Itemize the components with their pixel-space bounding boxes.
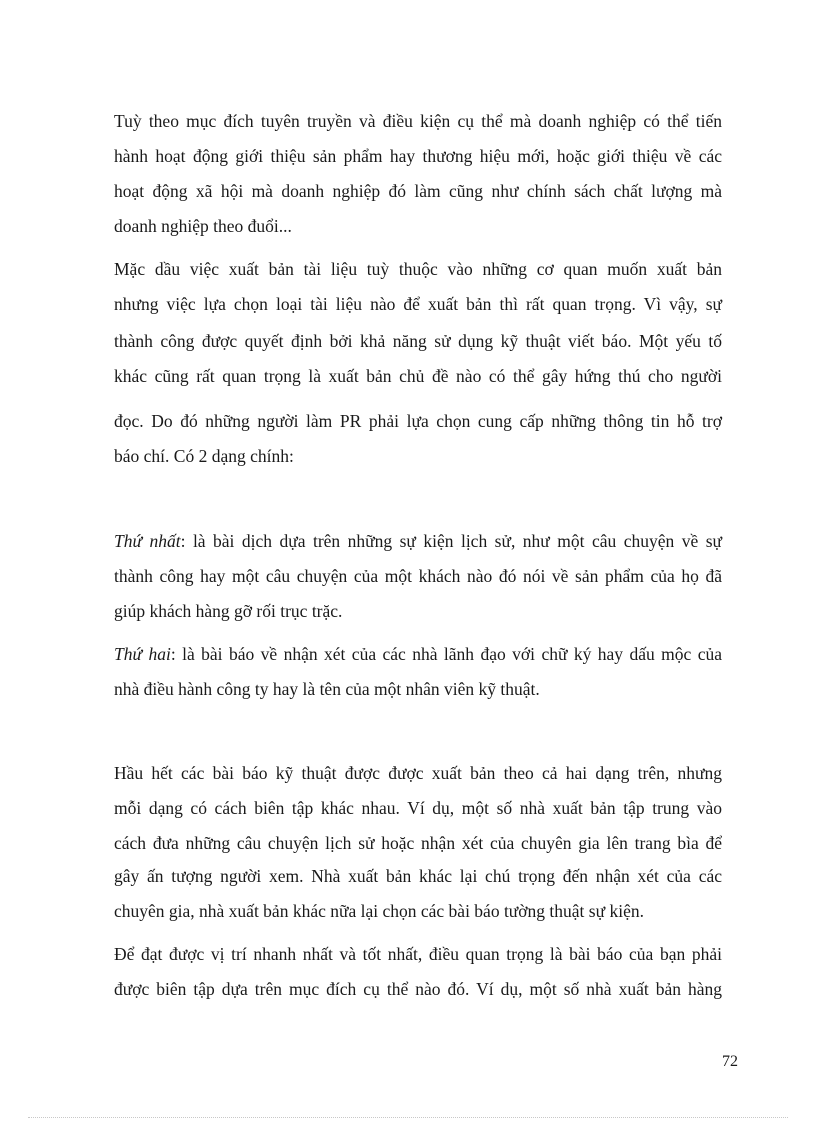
text-line: Để đạt được vị trí nhanh nhất và tốt nhất, điều quan trọng là bài báo của bạn phải — [114, 944, 722, 964]
text-line: hành hoạt động giới thiệu sản phẩm hay thương hiệu mới, hoặc giới thiệu về các — [114, 146, 722, 166]
text-line: mỗi dạng có cách biên tập khác nhau. Ví dụ, một số nhà xuất bản tập trung vào — [114, 798, 722, 818]
item-label: Thứ hai — [114, 644, 171, 664]
item-label: Thứ nhất — [114, 531, 181, 551]
text-line: gây ấn tượng người xem. Nhà xuất bản khác lại chú trọng đến nhận xét của các — [114, 866, 722, 886]
page-number: 72 — [722, 1053, 738, 1070]
text-line: hoạt động xã hội mà doanh nghiệp đó làm cũng như chính sách chất lượng mà — [114, 181, 722, 201]
text-line: doanh nghiệp theo đuổi... — [114, 216, 292, 236]
text-line: Mặc dầu việc xuất bản tài liệu tuỳ thuộc vào những cơ quan muốn xuất bản — [114, 259, 722, 279]
text-line: Tuỳ theo mục đích tuyên truyền và điều kiện cụ thể mà doanh nghiệp có thể tiến — [114, 111, 722, 131]
text-line — [114, 643, 722, 665]
text-line: được biên tập dựa trên mục đích cụ thể nào đó. Ví dụ, một số nhà xuất bản hàng — [114, 979, 722, 999]
text-line: Hầu hết các bài báo kỹ thuật được được xuất bản theo cả hai dạng trên, nhưng — [114, 763, 722, 783]
text-line: chuyên gia, nhà xuất bản khác nữa lại chọn các bài báo tường thuật sự kiện. — [114, 901, 644, 921]
text-line — [114, 530, 722, 552]
text-line: thành công hay một câu chuyện của một khách nào đó nói về sản phẩm của họ đã — [114, 566, 722, 586]
text-line: giúp khách hàng gỡ rối trục trặc. — [114, 601, 343, 621]
text-line: cách đưa những câu chuyện lịch sử hoặc nhận xét của chuyên gia lên trang bìa để — [114, 833, 722, 853]
text-line: nhà điều hành công ty hay là tên của một nhân viên kỹ thuật. — [114, 679, 540, 699]
item-text: : là bài dịch dựa trên những sự kiện lịch sử, như một câu chuyện về sự — [180, 531, 722, 551]
footer-divider — [28, 1117, 788, 1118]
text-line: thành công được quyết định bởi khả năng sử dụng kỹ thuật viết báo. Một yếu tố — [114, 331, 722, 351]
text-line: khác cũng rất quan trọng là xuất bản chủ đề nào có thể gây hứng thú cho người — [114, 366, 722, 386]
text-line: nhưng việc lựa chọn loại tài liệu nào để xuất bản thì rất quan trọng. Vì vậy, sự — [114, 294, 722, 314]
item-text: : là bài báo về nhận xét của các nhà lãnh đạo với chữ ký hay dấu mộc của — [170, 644, 722, 664]
text-line: đọc. Do đó những người làm PR phải lựa chọn cung cấp những thông tin hỗ trợ — [114, 411, 722, 431]
text-line: báo chí. Có 2 dạng chính: — [114, 446, 294, 466]
